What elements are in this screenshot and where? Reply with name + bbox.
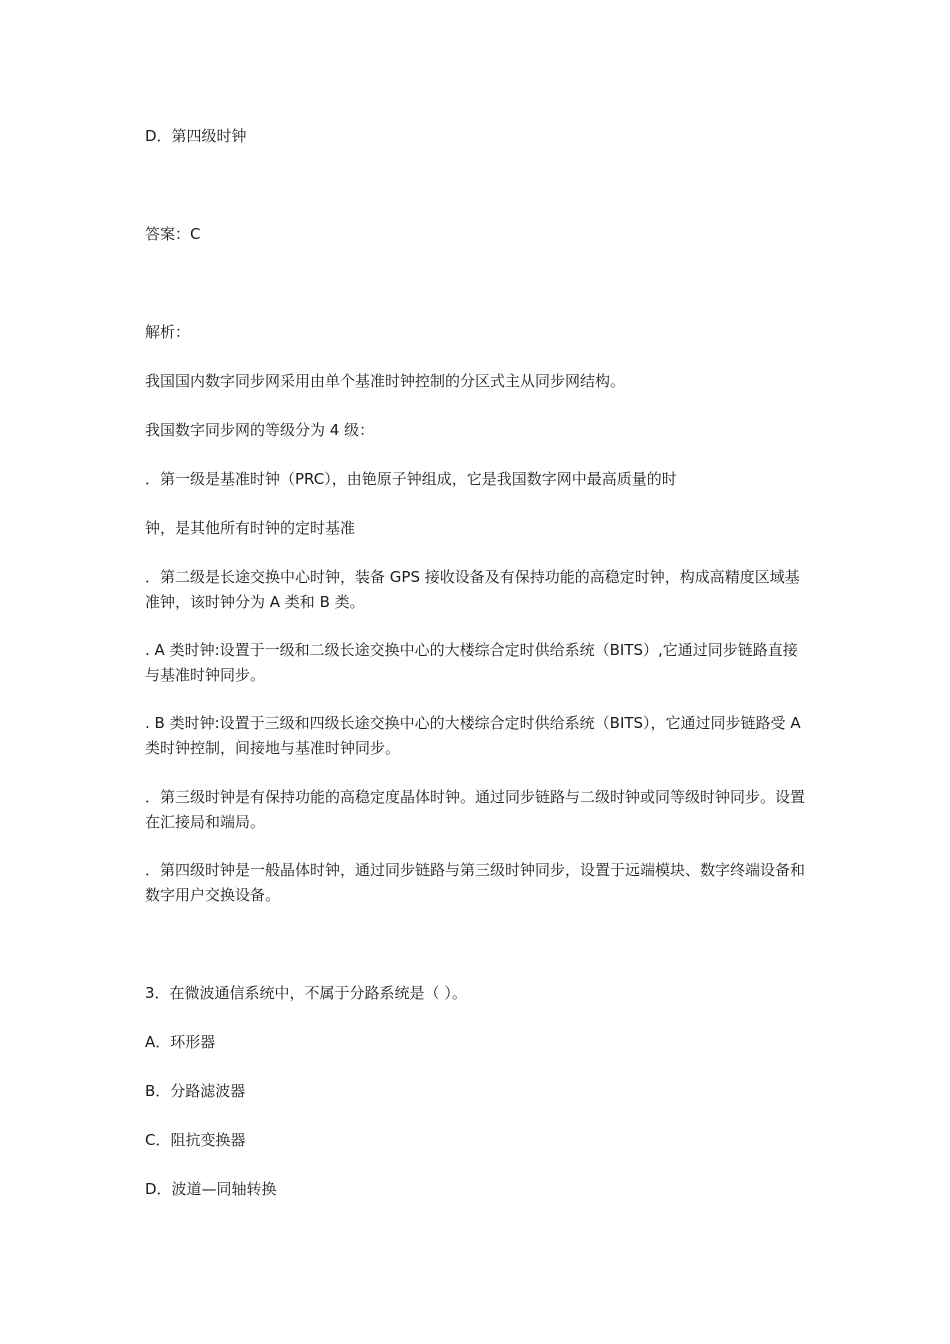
- question-3-stem: 3．在微波通信系统中，不属于分路系统是（ ）。: [145, 984, 467, 1002]
- analysis-paragraph: 我国国内数字同步网采用由单个基准时钟控制的分区式主从同步网结构。: [145, 372, 626, 390]
- question-3-option-d: D．波道—同轴转换: [145, 1180, 277, 1198]
- answer: 答案：C: [145, 225, 201, 243]
- option-d: D．第四级时钟: [145, 127, 247, 145]
- question-3-option-c: C．阻抗变换器: [145, 1131, 246, 1149]
- analysis-paragraph: 钟，是其他所有时钟的定时基准: [145, 519, 356, 537]
- analysis-paragraph: ．第三级时钟是有保持功能的高稳定度晶体时钟。通过同步链路与二级时钟或同等级时钟同步。设置在汇接局和端局。: [145, 788, 806, 831]
- analysis-paragraph: ．第一级是基准时钟（PRC），由铯原子钟组成，它是我国数字网中最高质量的时: [145, 470, 677, 488]
- question-3-option-b: B．分路滤波器: [145, 1082, 246, 1100]
- question-3-option-a: A．环形器: [145, 1033, 216, 1051]
- analysis-paragraph: 我国数字同步网的等级分为 4 级：: [145, 421, 375, 439]
- analysis-label: 解析：: [145, 323, 191, 341]
- analysis-paragraph: ．第二级是长途交换中心时钟，装备 GPS 接收设备及有保持功能的高稳定时钟，构成高精度区域基准钟，该时钟分为 A 类和 B 类。: [145, 568, 800, 611]
- analysis-paragraph: . B 类时钟:设置于三级和四级长途交换中心的大楼综合定时供给系统（BITS），它通过同步链路受 A 类时钟控制，间接地与基准时钟同步。: [145, 714, 801, 757]
- analysis-paragraph: . A 类时钟:设置于一级和二级长途交换中心的大楼综合定时供给系统（BITS）,它通过同步链路直接与基准时钟同步。: [145, 641, 798, 684]
- analysis-paragraph: ．第四级时钟是一般晶体时钟，通过同步链路与第三级时钟同步，设置于远端模块、数字终端设备和数字用户交换设备。: [145, 861, 806, 904]
